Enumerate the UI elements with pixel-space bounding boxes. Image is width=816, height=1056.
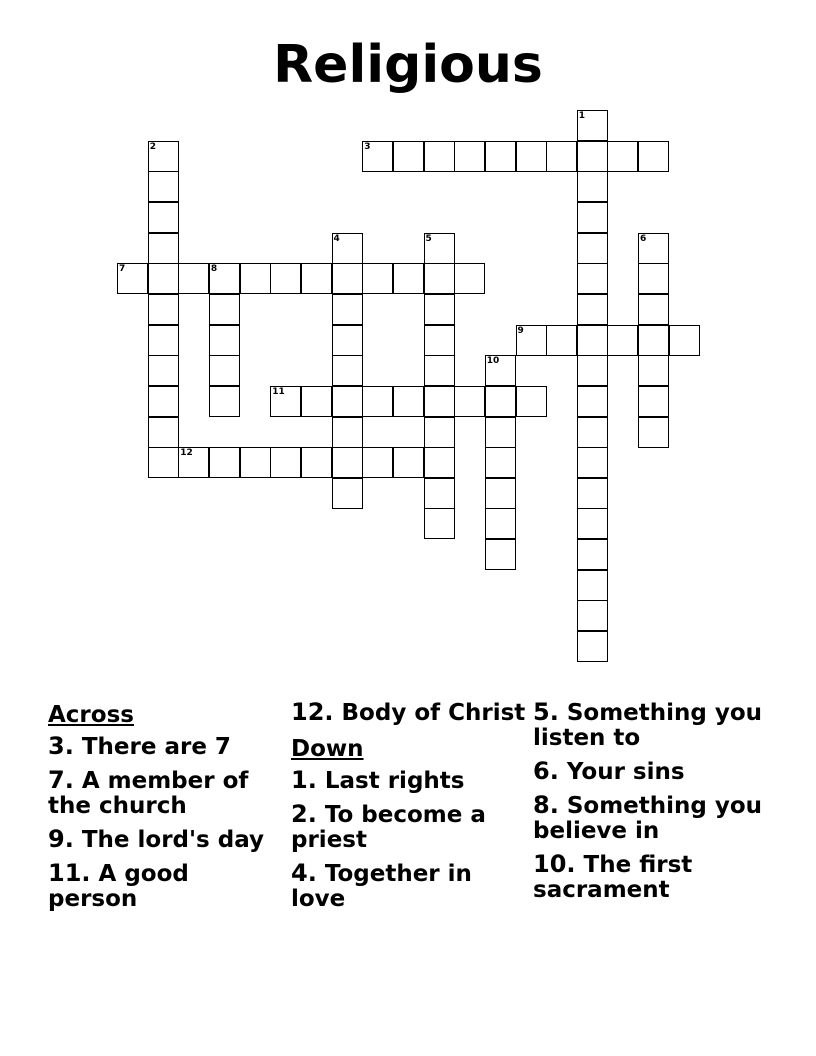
grid-cell[interactable] [577,386,608,417]
grid-cell[interactable] [577,631,608,662]
grid-cell[interactable] [424,233,455,264]
grid-cell[interactable] [485,355,516,386]
grid-cell[interactable] [240,263,271,294]
grid-cell[interactable] [669,325,700,356]
clue-down-5 [533,700,783,751]
clue-number: 7. [48,766,74,794]
grid-cell[interactable] [638,355,669,386]
clue-number: 9. [48,825,74,853]
grid-cell[interactable] [546,325,577,356]
grid-cell[interactable] [546,141,577,172]
grid-cell[interactable] [148,325,179,356]
grid-cell[interactable] [577,447,608,478]
cell-number: 3 [364,141,371,152]
grid-cell[interactable] [301,263,332,294]
clue-down-6 [533,759,783,785]
grid-cell[interactable] [393,386,424,417]
grid-cell[interactable] [638,417,669,448]
grid-cell[interactable] [577,417,608,448]
grid-cell[interactable] [607,325,638,356]
grid-cell[interactable] [148,263,179,294]
grid-cell[interactable] [485,386,516,417]
grid-cell[interactable] [577,110,608,141]
clue-number: 2. [291,800,317,828]
clue-across-7 [48,768,284,819]
clue-text: Together in love [291,861,472,912]
grid-cell[interactable] [638,294,669,325]
grid-cell[interactable] [638,141,669,172]
grid-cell[interactable] [209,263,240,294]
cell-number: 4 [333,233,340,244]
grid-cell[interactable] [332,325,363,356]
grid-cell[interactable] [454,386,485,417]
grid-cell[interactable] [270,263,301,294]
down-heading: Down [291,736,364,762]
clue-text: Last rights [324,768,465,794]
grid-cell[interactable] [577,539,608,570]
grid-cell[interactable] [332,417,363,448]
grid-cell[interactable] [362,141,393,172]
clue-number: 6. [533,757,559,785]
grid-cell[interactable] [362,386,393,417]
grid-cell[interactable] [301,386,332,417]
grid-cell[interactable] [240,447,271,478]
grid-cell[interactable] [577,294,608,325]
cell-number: 11 [272,386,285,397]
grid-cell[interactable] [148,294,179,325]
grid-cell[interactable] [516,325,547,356]
grid-cell[interactable] [393,263,424,294]
grid-cell[interactable] [424,263,455,294]
cell-number: 6 [640,233,647,244]
clue-down-10 [533,852,783,903]
clue-across-3 [48,734,284,760]
clue-column-1 [48,700,284,920]
grid-cell[interactable] [270,447,301,478]
clue-number: 10. [533,850,576,878]
clue-text: The lord's day [81,827,265,853]
grid-cell[interactable] [332,233,363,264]
grid-cell[interactable] [485,141,516,172]
clue-text: A good person [48,861,189,912]
grid-cell[interactable] [577,263,608,294]
grid-cell[interactable] [117,263,148,294]
cell-number: 9 [517,325,524,336]
grid-cell[interactable] [209,294,240,325]
grid-cell[interactable] [178,447,209,478]
grid-cell[interactable] [516,141,547,172]
grid-cell[interactable] [148,141,179,172]
clue-down-4 [291,861,527,912]
grid-cell[interactable] [270,386,301,417]
grid-cell[interactable] [424,355,455,386]
grid-cell[interactable] [638,233,669,264]
clue-across-12 [291,700,527,726]
grid-cell[interactable] [454,141,485,172]
grid-cell[interactable] [332,386,363,417]
clue-down-2 [291,802,527,853]
grid-cell[interactable] [424,447,455,478]
cell-number: 8 [210,264,218,275]
clue-across-11 [48,861,284,912]
grid-cell[interactable] [209,386,240,417]
clue-number: 8. [533,791,559,819]
grid-cell[interactable] [148,417,179,448]
clue-number: 11. [48,859,91,887]
clue-column-3 [533,700,783,911]
grid-cell[interactable] [638,263,669,294]
grid-cell[interactable] [332,478,363,509]
grid-cell[interactable] [301,447,332,478]
grid-cell[interactable] [577,202,608,233]
clue-text: Something you believe in [533,793,763,844]
grid-cell[interactable] [485,417,516,448]
grid-cell[interactable] [332,263,363,294]
grid-cell[interactable] [454,263,485,294]
grid-cell[interactable] [577,508,608,539]
grid-cell[interactable] [148,447,179,478]
clue-text: Something you listen to [533,700,763,751]
grid-cell[interactable] [148,355,179,386]
grid-cell[interactable] [577,171,608,202]
grid-cell[interactable] [638,325,669,356]
grid-cell[interactable] [332,294,363,325]
clue-number: 4. [291,859,317,887]
grid-cell[interactable] [424,417,455,448]
grid-cell[interactable] [332,447,363,478]
grid-cell[interactable] [362,447,393,478]
grid-cell[interactable] [577,355,608,386]
grid-cell[interactable] [577,233,608,264]
grid-cell[interactable] [607,141,638,172]
clue-text: Your sins [566,759,685,785]
clue-text: There are 7 [81,734,231,760]
clue-text: Body of Christ [341,700,526,726]
cell-number: 7 [119,264,126,275]
clue-number: 3. [48,732,74,760]
grid-cell[interactable] [209,447,240,478]
puzzle-title: Religious [273,35,543,95]
grid-cell[interactable] [424,294,455,325]
grid-cell[interactable] [577,478,608,509]
grid-cell[interactable] [362,263,393,294]
clue-down-8 [533,793,783,844]
clue-column-2 [291,700,527,920]
grid-cell[interactable] [516,386,547,417]
grid-cell[interactable] [577,141,608,172]
cell-number: 5 [425,233,432,244]
grid-cell[interactable] [424,325,455,356]
grid-cell[interactable] [148,386,179,417]
grid-cell[interactable] [485,478,516,509]
grid-cell[interactable] [393,447,424,478]
grid-cell[interactable] [148,233,179,264]
grid-cell[interactable] [424,508,455,539]
grid-cell[interactable] [577,325,608,356]
grid-cell[interactable] [424,478,455,509]
grid-cell[interactable] [148,171,179,202]
grid-cell[interactable] [178,263,209,294]
grid-cell[interactable] [209,325,240,356]
grid-cell[interactable] [485,447,516,478]
clue-number: 1. [291,766,317,794]
clue-text: A member of the church [48,768,249,819]
cell-number: 1 [578,111,586,121]
grid-cell[interactable] [485,508,516,539]
clue-number: 12. [291,698,334,726]
grid-cell[interactable] [148,202,179,233]
grid-cell[interactable] [424,386,455,417]
clue-text: The first sacrament [533,852,693,903]
clue-across-9 [48,827,284,853]
cell-number: 12 [180,448,193,459]
cell-number: 10 [486,356,500,367]
clue-text: To become a priest [291,802,486,853]
clue-number: 5. [533,698,559,726]
grid-cell[interactable] [638,386,669,417]
grid-cell[interactable] [485,539,516,570]
grid-cell[interactable] [332,355,363,386]
across-heading: Across [48,702,134,728]
clue-down-1 [291,768,527,794]
grid-cell[interactable] [209,355,240,386]
grid-cell[interactable] [577,600,608,631]
grid-cell[interactable] [393,141,424,172]
grid-cell[interactable] [424,141,455,172]
cell-number: 2 [149,141,156,152]
grid-cell[interactable] [577,570,608,601]
